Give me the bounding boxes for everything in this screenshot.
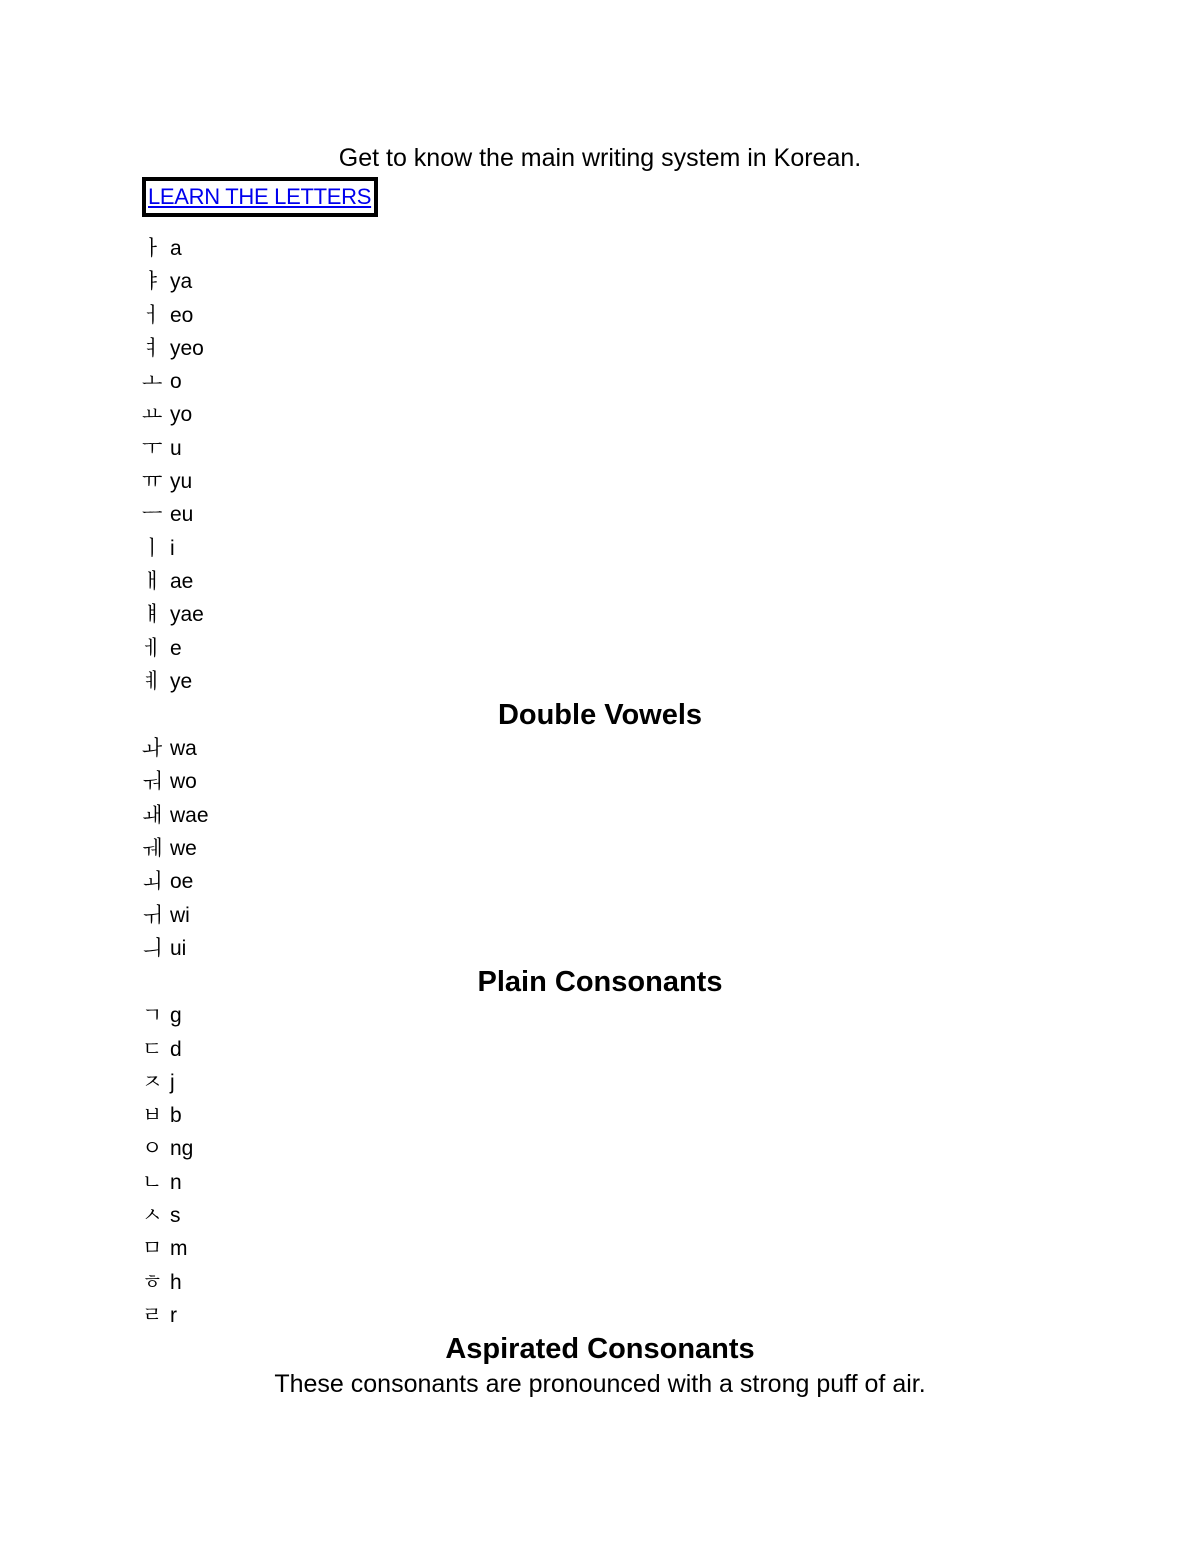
romanization: ae <box>170 569 194 593</box>
romanization: yo <box>170 403 193 427</box>
romanization: ya <box>170 270 193 294</box>
romanization: wae <box>170 803 209 827</box>
double-vowels-heading: Double Vowels <box>497 699 703 732</box>
romanization: m <box>170 1237 188 1261</box>
letter-row <box>142 732 1058 765</box>
hangul-glyph: ㅠ <box>142 469 163 494</box>
romanization: r <box>170 1303 177 1327</box>
hangul-glyph: ㅙ <box>142 802 163 827</box>
hangul-glyph: ㅎ <box>142 1269 163 1294</box>
romanization: j <box>170 1070 175 1094</box>
hangul-glyph: ㅜ <box>142 435 163 460</box>
hangul-glyph: ㅈ <box>142 1069 163 1094</box>
letter-row <box>142 1166 1058 1199</box>
romanization: b <box>170 1104 182 1128</box>
hangul-glyph: ㅣ <box>142 535 163 560</box>
romanization: e <box>170 636 182 660</box>
hangul-glyph: ㄹ <box>142 1302 163 1327</box>
intro-text: Get to know the main writing system in Korean. <box>338 144 862 172</box>
hangul-glyph: ㅝ <box>142 769 163 794</box>
aspirated-consonants-note: These consonants are pronounced with a strong puff of air. <box>274 1370 926 1399</box>
letter-row <box>142 265 1058 298</box>
hangul-glyph: ㅘ <box>142 736 163 761</box>
hangul-glyph: ㅓ <box>142 302 163 327</box>
romanization: n <box>170 1170 182 1194</box>
romanization: wi <box>170 903 190 927</box>
hangul-glyph: ㅇ <box>142 1136 163 1161</box>
letter-row <box>142 899 1058 932</box>
romanization: h <box>170 1270 182 1294</box>
hangul-glyph: ㅟ <box>142 902 163 927</box>
letter-row <box>142 799 1058 832</box>
letter-row <box>142 432 1058 465</box>
letter-row <box>142 932 1058 965</box>
letter-row <box>142 632 1058 665</box>
letter-row <box>142 398 1058 431</box>
letter-row <box>142 1199 1058 1232</box>
letter-row <box>142 465 1058 498</box>
hangul-glyph: ㅗ <box>142 369 163 394</box>
hangul-glyph: ㅕ <box>142 335 163 360</box>
hangul-glyph: ㅁ <box>142 1236 163 1261</box>
letter-row <box>142 1299 1058 1332</box>
letter-row <box>142 498 1058 531</box>
hangul-glyph: ㅡ <box>142 502 163 527</box>
letter-row <box>142 665 1058 698</box>
hangul-glyph: ㅛ <box>142 402 163 427</box>
hangul-glyph: ㅔ <box>142 635 163 660</box>
romanization: d <box>170 1037 182 1061</box>
letter-row <box>142 765 1058 798</box>
letter-row <box>142 999 1058 1032</box>
vowel-list <box>142 232 1058 698</box>
romanization: o <box>170 370 182 394</box>
plain-consonants-heading: Plain Consonants <box>477 966 723 999</box>
letter-row <box>142 865 1058 898</box>
hangul-glyph: ㄱ <box>142 1003 163 1028</box>
letter-row <box>142 1099 1058 1132</box>
romanization: wo <box>170 770 197 794</box>
romanization: u <box>170 436 182 460</box>
hangul-glyph: ㅂ <box>142 1103 163 1128</box>
letter-row <box>142 332 1058 365</box>
romanization: we <box>170 837 197 861</box>
letter-row <box>142 232 1058 265</box>
hangul-glyph: ㄴ <box>142 1169 163 1194</box>
romanization: wa <box>170 737 197 761</box>
learn-letters-link[interactable]: LEARN THE LETTERS <box>148 184 372 209</box>
romanization: ng <box>170 1137 194 1161</box>
letter-row <box>142 1132 1058 1165</box>
letter-row <box>142 565 1058 598</box>
letter-row <box>142 299 1058 332</box>
hangul-glyph: ㅑ <box>142 269 163 294</box>
hangul-glyph: ㅏ <box>142 236 163 260</box>
romanization: yeo <box>170 336 204 360</box>
romanization: eu <box>170 503 194 527</box>
letter-row <box>142 1033 1058 1066</box>
romanization: yu <box>170 470 193 494</box>
hangul-glyph: ㄷ <box>142 1036 163 1061</box>
double-vowel-list <box>142 732 1058 965</box>
aspirated-consonants-heading: Aspirated Consonants <box>445 1333 755 1366</box>
hangul-glyph: ㅞ <box>142 836 163 861</box>
romanization: i <box>170 536 175 560</box>
plain-consonant-list <box>142 999 1058 1332</box>
romanization: oe <box>170 870 194 894</box>
document-page <box>142 140 1058 1402</box>
letter-row <box>142 1232 1058 1265</box>
romanization: s <box>170 1204 181 1228</box>
letter-row <box>142 1266 1058 1299</box>
hangul-glyph: ㅚ <box>142 869 163 894</box>
hangul-glyph: ㅢ <box>142 935 163 960</box>
romanization: a <box>170 237 182 260</box>
hangul-glyph: ㅒ <box>142 602 163 627</box>
letter-row <box>142 365 1058 398</box>
letter-row <box>142 1066 1058 1099</box>
hangul-glyph: ㅐ <box>142 568 163 593</box>
hangul-glyph: ㅅ <box>142 1203 163 1228</box>
letter-row <box>142 598 1058 631</box>
learn-letters-box <box>142 177 378 217</box>
romanization: g <box>170 1004 182 1028</box>
romanization: eo <box>170 303 194 327</box>
hangul-glyph: ㅖ <box>142 668 163 693</box>
romanization: ye <box>170 669 193 693</box>
letter-row <box>142 532 1058 565</box>
romanization: yae <box>170 603 204 627</box>
romanization: ui <box>170 936 187 960</box>
letter-row <box>142 832 1058 865</box>
